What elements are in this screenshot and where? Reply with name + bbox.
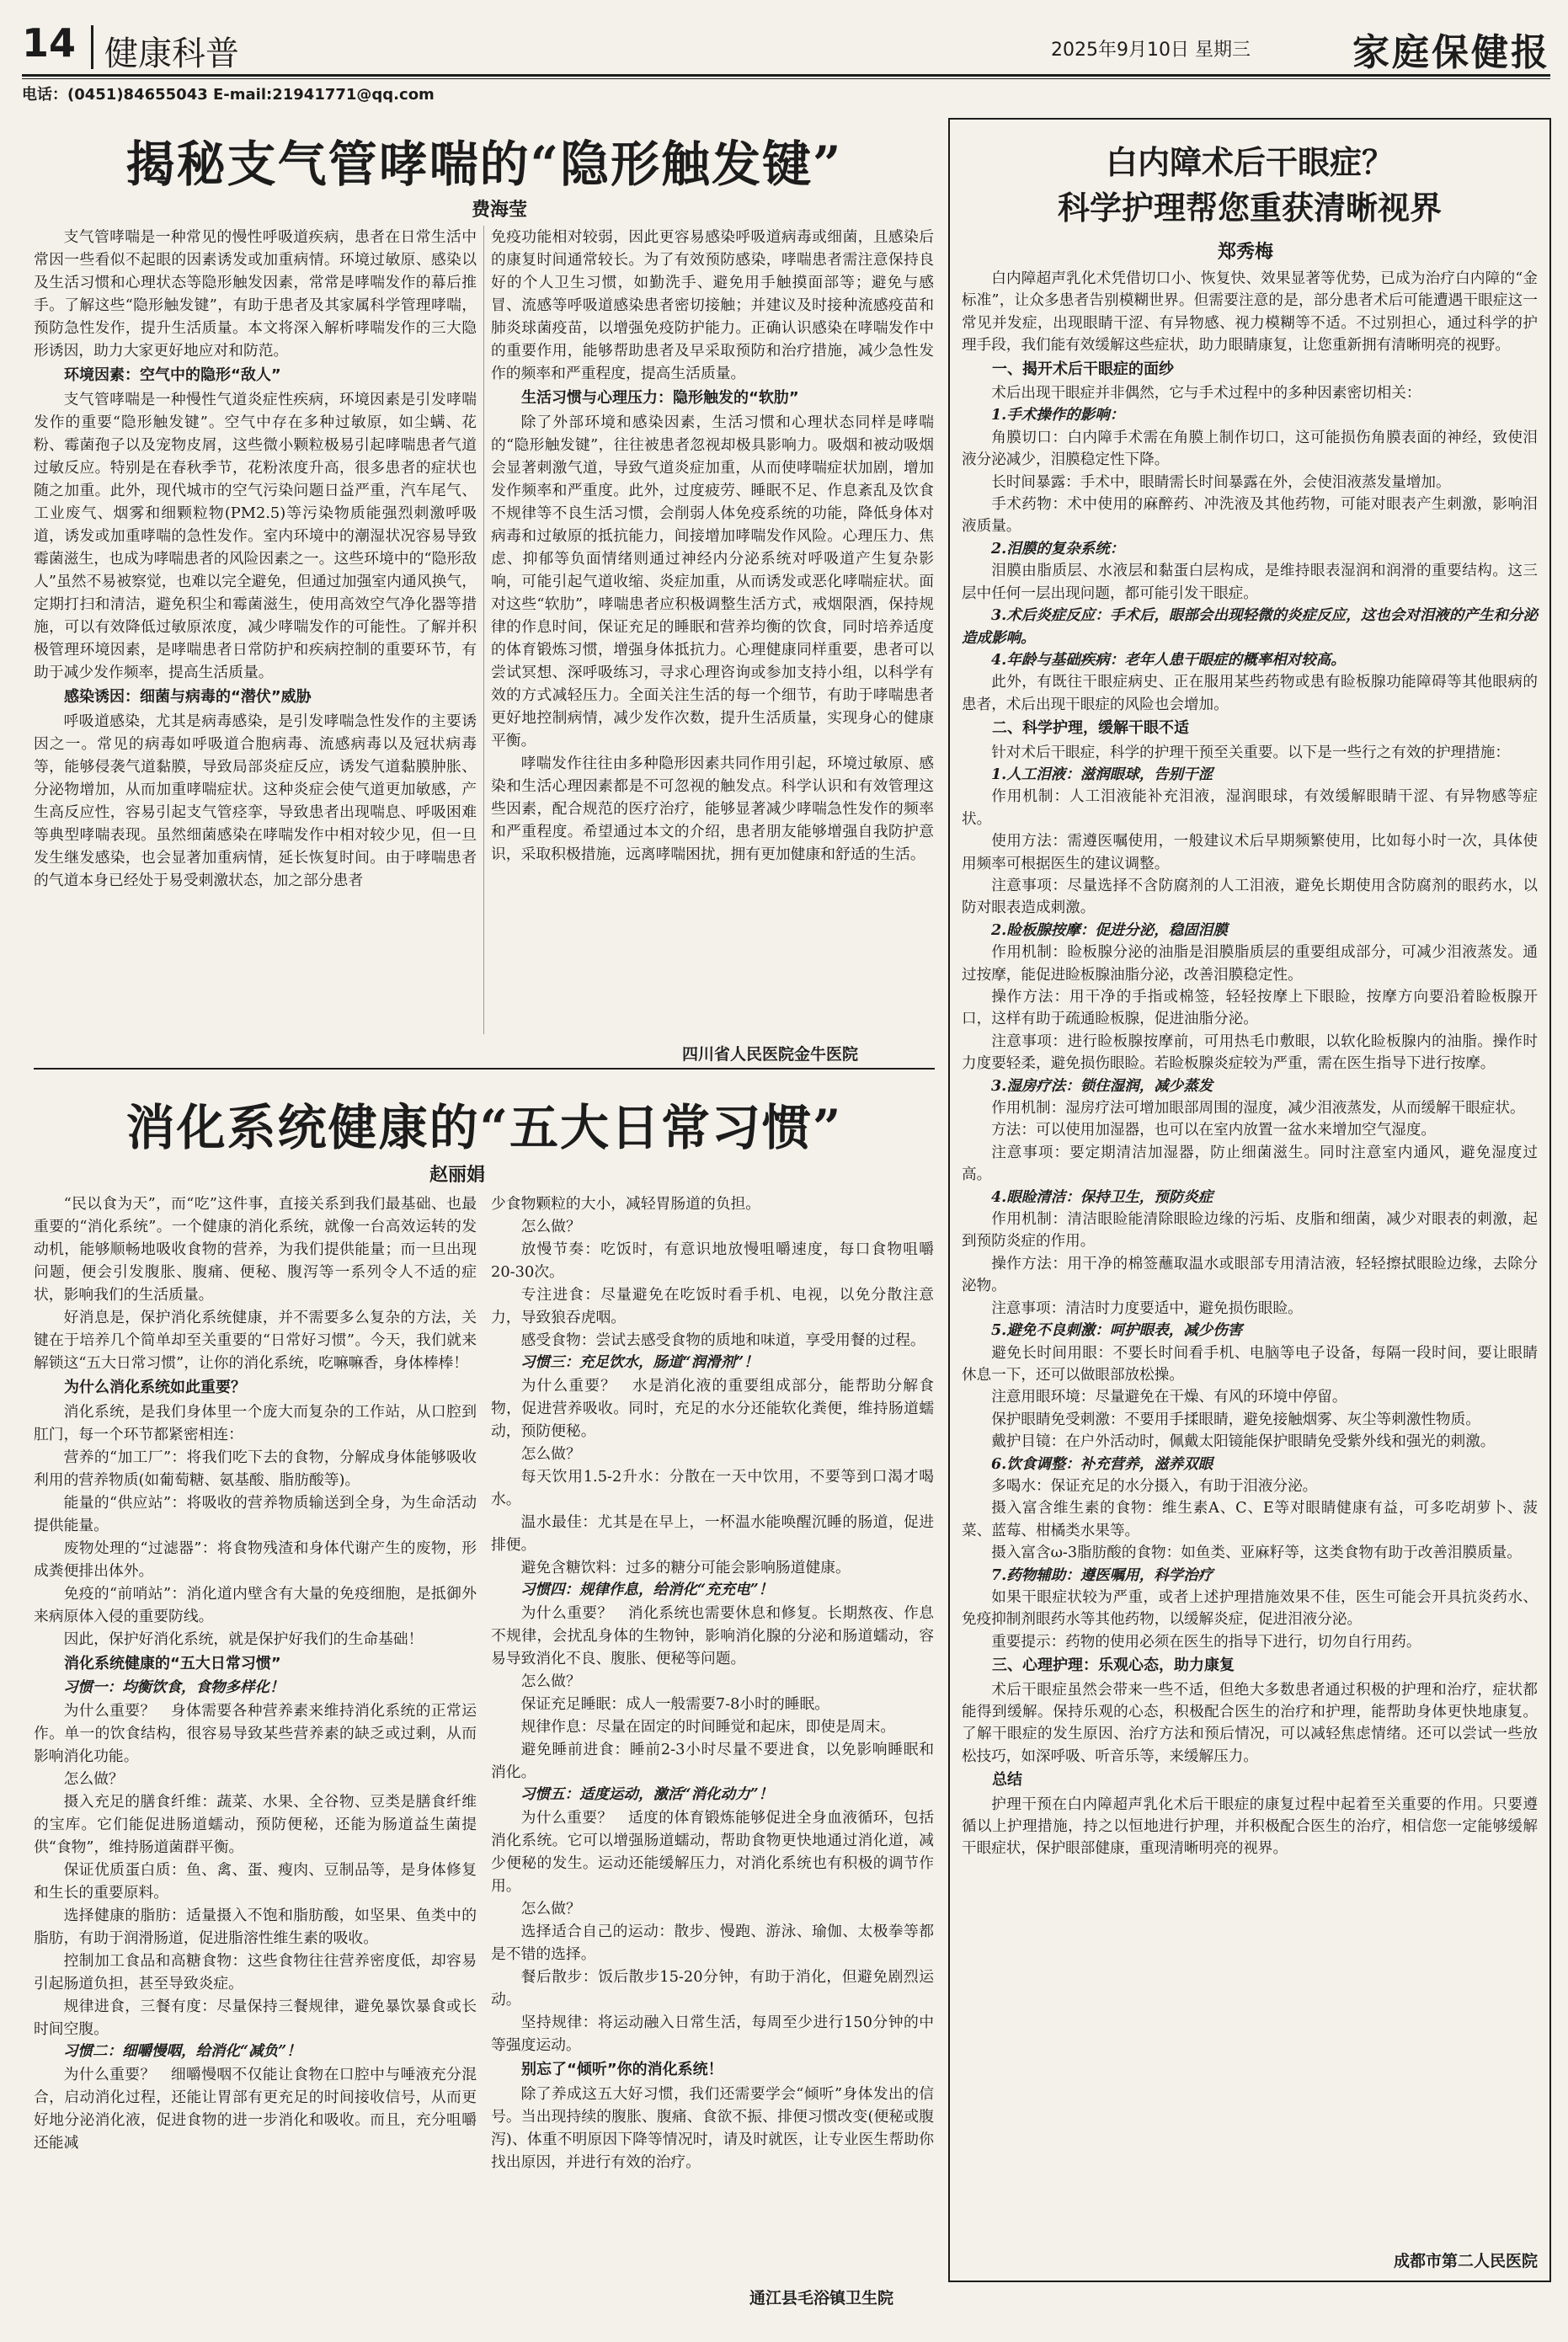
paragraph: 为什么重要？ 消化系统也需要休息和修复。长期熬夜、作息不规律，会扰乱身体的生物钟，影响消化腺的分泌和肠道蠕动，容易导致消化不良、腹胀、便秘等问题。: [491, 1604, 934, 1667]
paragraph: 能量的“供应站”：将吸收的营养物质输送到全身，为生命活动提供能量。: [34, 1494, 477, 1534]
paragraph: 作用机制：人工泪液能补充泪液，湿润眼球，有效缓解眼睛干涩、有异物感等症状。: [962, 788, 1538, 828]
article-author-asthma: 费海莹: [472, 200, 528, 221]
habit-heading: 4.年龄与基础疾病：老年人患干眼症的概率相对较高。: [991, 651, 1346, 669]
habit-heading: 3.术后炎症反应：手术后，眼部会出现轻微的炎症反应，这也会对泪液的产生和分泌造成影响。: [962, 607, 1538, 647]
habit-heading: 6.饮食调整：补充营养，滋养双眼: [991, 1455, 1213, 1473]
paragraph: 为什么重要？ 适度的体育锻炼能够促进全身血液循环，包括消化系统。它可以增强肠道蠕动，帮助食物更快地通过消化道，减少便秘的发生。运动还能缓解压力，对消化系统也有积极的调节作用。: [491, 1809, 934, 1895]
paragraph: 注意事项：清洁时力度要适中，避免损伤眼睑。: [991, 1299, 1303, 1317]
contact-info: 电话：(0451)84655043 E-mail:21941771@qq.com: [22, 86, 435, 104]
paragraph: 护理干预在白内障超声乳化术后干眼症的康复过程中起着至关重要的作用。只要遵循以上护理措施，持之以恒地进行护理，并积极配合医生的治疗，相信您一定能够缓解干眼症状，保护眼部健康，重现清晰明亮的视界。: [962, 1795, 1538, 1858]
paragraph: 操作方法：用干净的手指或棉签，轻轻按摩上下眼睑，按摩方向要沿着睑板腺开口，这样有助于疏通睑板腺，促进油脂分泌。: [962, 989, 1538, 1028]
paragraph: 支气管哮喘是一种慢性气道炎症性疾病，环境因素是引发哮喘发作的重要“隐形触发键”。空气中存在多种过敏原，如尘螨、花粉、霉菌孢子以及宠物皮屑，这些微小颗粒极易引起哮喘患者气道过敏反应。特别是在春秋季节，花粉浓度升高，很多患者的症状也随之加重。此外，现代城市的空气污染问题日益严重，汽车尾气、工业废气、烟雾和细颗粒物(PM2.5)等污染物质能强烈刺激呼吸道，诱发或加重哮喘的急性发作。室内环境中的潮湿状况容易导致霉菌滋生，也成为哮喘患者的风险因素之一。这些环境中的“隐形敌人”虽然不易被察觉，也难以完全避免，但通过加强室内通风换气，定期打扫和清洁，避免积尘和霉菌滋生，使用高效空气净化器等措施，可以有效降低过敏原浓度，减少哮喘发作的可能性。了解并积极管理环境因素，是哮喘患者日常防护和疾病控制的重要环节，有助于减少发作频率，提高生活质量。: [34, 391, 477, 681]
header-rule: [22, 74, 1550, 77]
paragraph: 为什么重要？ 身体需要各种营养素来维持消化系统的正常运作。单一的饮食结构，很容易导致某些营养素的缺乏或过剩，从而影响消化功能。: [34, 1702, 477, 1765]
paragraph: 多喝水：保证充足的水分摄入，有助于泪液分泌。: [991, 1477, 1318, 1495]
cataract-body: [962, 268, 1538, 1860]
paragraph: 避免含糖饮料：过多的糖分可能会影响肠道健康。: [520, 1559, 851, 1576]
habit-heading: 3.湿房疗法：锁住湿润，减少蒸发: [991, 1077, 1213, 1095]
column-divider: [483, 226, 484, 1034]
paragraph: 规律进食，三餐有度：尽量保持三餐规律，避免暴饮暴食或长时间空腹。: [34, 1998, 477, 2038]
paragraph: 避免长时间用眼：不要长时间看手机、电脑等电子设备，每隔一段时间，要让眼睛休息一下，还可以做眼部放松操。: [962, 1344, 1538, 1384]
paragraph: 呼吸道感染，尤其是病毒感染，是引发哮喘急性发作的主要诱因之一。常见的病毒如呼吸道合胞病毒、流感病毒以及冠状病毒等，能够侵袭气道黏膜，导致局部炎症反应，诱发气道黏膜肿胀、分泌物增加，从而加重哮喘症状。这种炎症会使气道更加敏感，产生高反应性，容易引起支气管痉挛，导致患者出现喘息、呼吸困难等典型哮喘表现。虽然细菌感染在哮喘发作中相对较少见，但一旦发生继发感染，也会显著加重病情，延长恢复时间。由于哮喘患者的气道本身已经处于易受刺激状态，加之部分患者: [34, 712, 477, 889]
subheading: 三、心理护理：乐观心态，助力康复: [992, 1656, 1235, 1675]
paragraph: 坚持规律：将运动融入日常生活，每周至少进行150分钟的中等强度运动。: [491, 2014, 934, 2054]
article-source-digestion: 通江县毛浴镇卫生院: [749, 2289, 894, 2307]
paragraph: 消化系统，是我们身体里一个庞大而复杂的工作站，从口腔到肛门，每一个环节都紧密相连：: [34, 1403, 477, 1443]
paragraph: 白内障超声乳化术凭借切口小、恢复快、效果显著等优势，已成为治疗白内障的“金标准”，让众多患者告别模糊世界。但需要注意的是，部分患者术后可能遭遇干眼症这一常见并发症，出现眼睛干涩、有异物感、视力模糊等不适。不过别担心，通过科学的护理手段，我们能有效缓解这些症状，助力眼睛康复，让您重新拥有清晰明亮的视野。: [962, 270, 1538, 355]
issue-date: 2025年9月10日 星期三: [1051, 40, 1251, 61]
paragraph: 怎么做？: [520, 1900, 581, 1918]
paragraph: 餐后散步：饭后散步15-20分钟，有助于消化，但避免剧烈运动。: [491, 1968, 934, 2009]
habit-heading: 2.泪膜的复杂系统：: [991, 540, 1125, 557]
habit-heading: 1.人工泪液：滋润眼球，告别干涩: [991, 766, 1213, 783]
paragraph: 免疫的“前哨站”：消化道内壁含有大量的免疫细胞，是抵御外来病原体入侵的重要防线。: [34, 1585, 477, 1625]
paragraph: 注意事项：进行睑板腺按摩前，可用热毛巾敷眼，以软化睑板腺内的油脂。操作时力度要轻柔，避免损伤眼睑。若睑板腺炎症较为严重，需在医生指导下进行按摩。: [962, 1032, 1538, 1073]
paragraph: 规律作息：尽量在固定的时间睡觉和起床，即使是周末。: [520, 1718, 896, 1736]
article-title-asthma: 揭秘支气管哮喘的“隐形触发键”: [125, 136, 843, 193]
paragraph: 针对术后干眼症，科学的护理干预至关重要。以下是一些行之有效的护理措施：: [991, 744, 1510, 761]
paragraph: 方法：可以使用加湿器，也可以在室内放置一盆水来增加空气湿度。: [991, 1122, 1437, 1139]
habit-heading: 5.避免不良刺激：呵护眼表，减少伤害: [991, 1322, 1243, 1340]
paragraph: 使用方法：需遵医嘱使用，一般建议术后早期频繁使用，比如每小时一次，具体使用频率可根据医生的建议调整。: [962, 833, 1538, 872]
paragraph: 放慢节奏：吃饭时，有意识地放慢咀嚼速度，每口食物咀嚼20-30次。: [491, 1240, 934, 1281]
paragraph: 避免睡前进食：睡前2-3小时尽量不要进食，以免影响睡眠和消化。: [491, 1741, 934, 1781]
article-title-cataract-line2: 科学护理帮您重获清晰视界: [1057, 189, 1442, 227]
paragraph: 怎么做？: [63, 1770, 124, 1788]
subheading: 总结: [992, 1771, 1022, 1790]
article-divider: [34, 1068, 935, 1070]
article-source-asthma: 四川省人民医院金牛医院: [682, 1045, 859, 1064]
paragraph: 此外，有既往干眼症病史、正在服用某些药物或患有睑板腺功能障碍等其他眼病的患者，术后出现干眼症的风险也会增加。: [962, 674, 1538, 713]
paragraph: 戴护目镜：在户外活动时，佩戴太阳镜能保护眼睛免受紫外线和强光的刺激。: [991, 1433, 1496, 1451]
paragraph: 专注进食：尽量避免在吃饭时看手机、电视，以免分散注意力，导致狼吞虎咽。: [491, 1286, 934, 1326]
paragraph: 除了养成这五大好习惯，我们还需要学会“倾听”身体发出的信号。当出现持续的腹胀、腹痛、食欲不振、排便习惯改变(便秘或腹泻)、体重不明原因下降等情况时，请及时就医，让专业医生帮助你找出原因，并进行有效的治疗。: [491, 2085, 934, 2171]
paragraph: 保证优质蛋白质：鱼、禽、蛋、瘦肉、豆制品等，是身体修复和生长的重要原料。: [34, 1861, 477, 1902]
article-author-digestion: 赵丽娟: [429, 1165, 486, 1186]
paragraph: 为什么重要？ 细嚼慢咽不仅能让食物在口腔中与唾液充分混合，启动消化过程，还能让胃部有更充足的时间接收信号，从而更好地分泌消化液，促进食物的进一步消化和吸收。而且，充分咀嚼还能减: [34, 2066, 477, 2152]
habit-heading: 4.眼睑清洁：保持卫生，预防炎症: [991, 1188, 1213, 1206]
article-author-cataract: 郑秀梅: [1218, 242, 1274, 263]
habit-heading: 习惯四：规律作息，给消化“充充电”！: [520, 1582, 774, 1598]
paragraph: 注意事项：尽量选择不含防腐剂的人工泪液，避免长期使用含防腐剂的眼药水，以防对眼表造成刺激。: [962, 877, 1538, 917]
subheading: 为什么消化系统如此重要？: [64, 1379, 246, 1396]
subheading: 别忘了“倾听”你的消化系统！: [521, 2061, 723, 2078]
paragraph: 温水最佳：尤其是在早上，一杯温水能唤醒沉睡的肠道，促进排便。: [491, 1513, 934, 1554]
paragraph: 怎么做？: [520, 1218, 581, 1235]
paragraph: 操作方法：用干净的棉签蘸取温水或眼部专用清洁液，轻轻擦拭眼睑边缘，去除分泌物。: [962, 1255, 1538, 1295]
paragraph: 术后出现干眼症并非偶然，它与手术过程中的多种因素密切相关：: [991, 385, 1421, 403]
asthma-column-1: [34, 226, 477, 892]
paragraph: 泪膜由脂质层、水液层和黏蛋白层构成，是维持眼表湿润和润滑的重要结构。这三层中任何一层出现问题，都可能引发干眼症。: [962, 563, 1538, 602]
paragraph: 摄入富含维生素的食物：维生素A、C、E等对眼睛健康有益，可多吃胡萝卜、菠菜、蓝莓、柑橘类水果等。: [962, 1500, 1538, 1539]
paragraph: 怎么做？: [520, 1445, 581, 1463]
subheading: 消化系统健康的“五大日常习惯”: [64, 1655, 281, 1672]
paragraph: 少食物颗粒的大小，减轻胃肠道的负担。: [491, 1195, 761, 1213]
asthma-column-2: [491, 226, 934, 866]
paragraph: 摄入充足的膳食纤维：蔬菜、水果、全谷物、豆类是膳食纤维的宝库。它们能促进肠道蠕动，预防便秘，还能为肠道益生菌提供“食物”，维持肠道菌群平衡。: [34, 1793, 477, 1856]
paragraph: 重要提示：药物的使用必须在医生的指导下进行，切勿自行用药。: [991, 1633, 1421, 1651]
subheading: 一、揭开术后干眼症的面纱: [992, 360, 1174, 378]
paragraph: 保护眼睛免受刺激：不要用手揉眼睛，避免接触烟雾、灰尘等刺激性物质。: [991, 1411, 1480, 1428]
habit-heading: 7.药物辅助：遵医嘱用，科学治疗: [991, 1566, 1213, 1584]
cataract-article-box: [948, 118, 1551, 2282]
habit-heading: 习惯二：细嚼慢咽，给消化“减负”！: [63, 2043, 301, 2060]
paragraph: 作用机制：睑板腺分泌的油脂是泪膜脂质层的重要组成部分，可减少泪液蒸发。通过按摩，能促进睑板腺油脂分泌，改善泪膜稳定性。: [962, 944, 1538, 984]
subheading: 感染诱因：细菌与病毒的“潜伏”威胁: [64, 688, 312, 706]
habit-heading: 习惯一：均衡饮食，食物多样化！: [63, 1679, 285, 1696]
paragraph: 为什么重要？ 水是消化液的重要组成部分，能帮助分解食物，促进营养吸收。同时，充足的水分还能软化粪便，维持肠道蠕动，预防便秘。: [491, 1377, 934, 1440]
subheading: 二、科学护理，缓解干眼不适: [992, 719, 1189, 738]
paragraph: 因此，保护好消化系统，就是保护好我们的生命基础！: [63, 1630, 424, 1648]
paragraph: 好消息是，保护消化系统健康，并不需要多么复杂的方法，关键在于培养几个简单却至关重要的“日常好习惯”。今天，我们就来解锁这“五大日常习惯”，让你的消化系统，吃嘛嘛香，身体棒棒！: [34, 1309, 477, 1372]
page-number: 14: [22, 20, 77, 66]
paragraph: 选择健康的脂肪：适量摄入不饱和脂肪酸，如坚果、鱼类中的脂肪，有助于润滑肠道，促进脂溶性维生素的吸收。: [34, 1907, 477, 1947]
subheading: 环境因素：空气中的隐形“敌人”: [64, 366, 281, 384]
paragraph: 注意用眼环境：尽量避免在干燥、有风的环境中停留。: [991, 1389, 1347, 1406]
paragraph: 长时间暴露：手术中，眼睛需长时间暴露在外，会使泪液蒸发量增加。: [991, 473, 1451, 491]
paragraph: 如果干眼症状较为严重，或者上述护理措施效果不佳，医生可能会开具抗炎药水、免疫抑制剂眼药水等其他药物，以缓解炎症，促进泪液分泌。: [962, 1588, 1538, 1629]
paragraph: 作用机制：湿房疗法可增加眼部周围的湿度，减少泪液蒸发，从而缓解干眼症状。: [991, 1100, 1525, 1118]
paragraph: 术后干眼症虽然会带来一些不适，但绝大多数患者通过积极的护理和治疗，症状都能得到缓解。保持乐观的心态，积极配合医生的治疗和护理，能帮助身体更快地康复。了解干眼症的发生原因、治疗方法和预后情况，可以减轻焦虑情绪。还可以尝试一些放松技巧，如深呼吸、听音乐等，来缓解压力。: [962, 1681, 1538, 1765]
habit-heading: 习惯五：适度运动，激活“消化动力”！: [520, 1786, 774, 1803]
habit-heading: 1.手术操作的影响：: [991, 407, 1125, 424]
article-source-cataract: 成都市第二人民医院: [1393, 2252, 1538, 2270]
header-divider: [91, 25, 93, 69]
paragraph: 除了外部环境和感染因素，生活习惯和心理状态同样是哮喘的“隐形触发键”，往往被患者忽视却极具影响力。吸烟和被动吸烟会显著刺激气道，导致气道炎症加重，从而使哮喘症状加剧，增加发作频率和严重度。此外，过度疲劳、睡眠不足、作息紊乱及饮食不规律等不良生活习惯，会削弱人体免疫系统的功能，降低身体对病毒和过敏原的抵抗能力，间接增加哮喘发作风险。心理压力、焦虑、抑郁等负面情绪则通过神经内分泌系统对呼吸道产生复杂影响，可能引起气道收缩、炎症加重，从而诱发或恶化哮喘症状。面对这些“软肋”，哮喘患者应积极调整生活方式，戒烟限酒，保持规律的作息时间，保证充足的睡眠和营养均衡的饮食，同时培养适度的体育锻炼习惯，增强身体抵抗力。心理健康同样重要，患者可以尝试冥想、深呼吸练习，寻求心理咨询或参加支持小组，以科学有效的方式减轻压力。全面关注生活的每一个细节，有助于哮喘患者更好地控制病情，减少发作次数，提升生活质量，实现身心的健康平衡。: [491, 413, 934, 750]
section-name: 健康科普: [104, 35, 239, 73]
habit-heading: 2.睑板腺按摩：促进分泌，稳固泪膜: [991, 921, 1228, 939]
paragraph: 作用机制：清洁眼睑能清除眼睑边缘的污垢、皮脂和细菌，减少对眼表的刺激，起到预防炎症的作用。: [962, 1211, 1538, 1251]
article-title-digestion: 消化系统健康的“五大日常习惯”: [125, 1099, 843, 1156]
paragraph: 保证充足睡眠：成人一般需要7-8小时的睡眠。: [520, 1695, 830, 1713]
paragraph: “民以食为天”，而“吃”这件事，直接关系到我们最基础、也最重要的“消化系统”。一个健康的消化系统，就像一台高效运转的发动机，能够顺畅地吸收食物的营养，为我们提供能量；而一旦出现问题，便会引发腹胀、腹痛、便秘、腹泻等一系列令人不适的症状，影响我们的生活质量。: [34, 1195, 477, 1304]
paragraph: 废物处理的“过滤器”：将食物残渣和身体代谢产生的废物，形成粪便排出体外。: [34, 1539, 477, 1580]
paragraph: 角膜切口：白内障手术需在角膜上制作切口，这可能损伤角膜表面的神经，致使泪液分泌减少，泪膜稳定性下降。: [962, 429, 1538, 469]
paragraph: 控制加工食品和高糖食物：这些食物往往营养密度低，却容易引起肠道负担，甚至导致炎症。: [34, 1952, 477, 1993]
digestion-column-1: [34, 1192, 477, 2154]
paragraph: 每天饮用1.5-2升水：分散在一天中饮用，不要等到口渴才喝水。: [491, 1468, 934, 1508]
paragraph: 营养的“加工厂”：将我们吃下去的食物，分解成身体能够吸收利用的营养物质(如葡萄糖、氨基酸、脂肪酸等)。: [34, 1448, 477, 1489]
paragraph: 选择适合自己的运动：散步、慢跑、游泳、瑜伽、太极拳等都是不错的选择。: [491, 1923, 934, 1963]
subheading: 生活习惯与心理压力：隐形触发的“软肋”: [521, 389, 799, 407]
paragraph: 免疫功能相对较弱，因此更容易感染呼吸道病毒或细菌，且感染后的康复时间通常较长。为了有效预防感染，哮喘患者需注意保持良好的个人卫生习惯，如勤洗手、避免用手触摸面部等；避免与感冒、流感等呼吸道感染患者密切接触；并建议及时接种流感疫苗和肺炎球菌疫苗，以增强免疫防护能力。正确认识感染在哮喘发作中的重要作用，能够帮助患者及早采取预防和治疗措施，减少急性发作的频率和严重程度，提高生活质量。: [491, 228, 934, 382]
habit-heading: 习惯三：充足饮水，肠道“润滑剂”！: [520, 1354, 759, 1371]
article-title-cataract-line1: 白内障术后干眼症？: [1105, 143, 1394, 181]
paragraph: 怎么做？: [520, 1672, 581, 1690]
paragraph: 注意事项：要定期清洁加湿器，防止细菌滋生。同时注意室内通风，避免湿度过高。: [962, 1144, 1538, 1184]
paragraph: 感受食物：尝试去感受食物的质地和味道，享受用餐的过程。: [520, 1331, 925, 1349]
header-rule-thin: [22, 78, 1550, 79]
digestion-column-2: [491, 1192, 934, 2174]
paragraph: 摄入富含ω-3脂肪酸的食物：如鱼类、亚麻籽等，这类食物有助于改善泪膜质量。: [991, 1544, 1522, 1562]
paragraph: 哮喘发作往往由多种隐形因素共同作用引起，环境过敏原、感染和生活心理因素都是不可忽视的触发点。科学认识和有效管理这些因素，配合规范的医疗治疗，能够显著减少哮喘急性发作的频率和严重程度。希望通过本文的介绍，患者朋友能够增强自我防护意识，采取积极措施，远离哮喘困扰，拥有更加健康和舒适的生活。: [491, 755, 934, 863]
paragraph: 手术药物：术中使用的麻醉药、冲洗液及其他药物，可能对眼表产生刺激，影响泪液质量。: [962, 496, 1538, 536]
page-header: [22, 15, 1550, 74]
newspaper-name: 家庭保健报: [1352, 31, 1550, 74]
paragraph: 支气管哮喘是一种常见的慢性呼吸道疾病，患者在日常生活中常因一些看似不起眼的因素诱发或加重病情。环境过敏原、感染以及生活习惯和心理状态等隐形触发因素，常常是哮喘发作的幕后推手。了解这些“隐形触发键”，有助于患者及其家属科学管理哮喘，预防急性发作，提升生活质量。本文将深入解析哮喘发作的三大隐形诱因，助力大家更好地应对和防范。: [34, 228, 477, 360]
